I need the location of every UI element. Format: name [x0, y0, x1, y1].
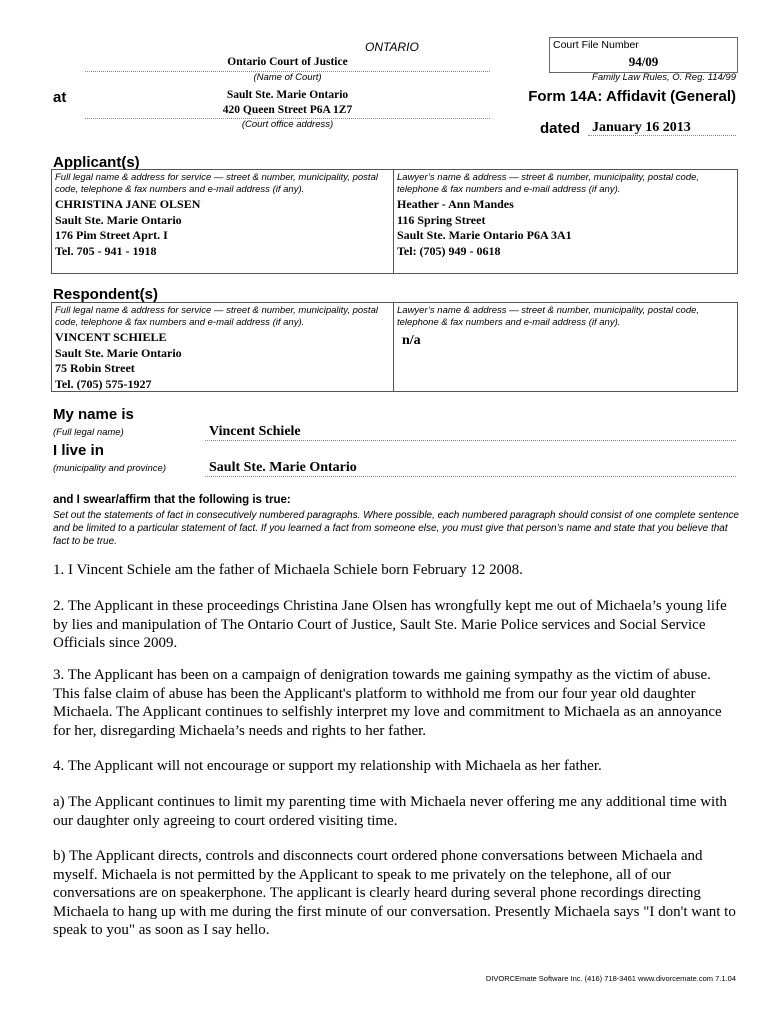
dated-value: January 16 2013	[588, 119, 736, 136]
respondent-line: VINCENT SCHIELE	[55, 330, 167, 344]
court-name: Ontario Court of Justice	[85, 55, 490, 72]
applicant-hint: Full legal name & address for service — street & number, municipality, postal code, telephone & fax numbers and e-mail address (if any).	[55, 172, 378, 195]
affidavit-paragraph-4a: a) The Applicant continues to limit my parenting time with Michaela never offering me any additional time with our daughter only agreeing to court ordered visiting time.	[53, 794, 727, 829]
respondent-line: Sault Ste. Marie Ontario	[55, 345, 182, 360]
court-address-line2: 420 Queen Street P6A 1Z7	[85, 103, 490, 119]
respondent-lawyer-value: n/a	[402, 333, 421, 348]
rules-reference: Family Law Rules, O. Reg. 114/99	[592, 72, 736, 83]
respondent-line: Tel. (705) 575-1927	[55, 376, 152, 391]
footer-publisher: DIVORCEmate Software Inc. (416) 718-3461 www.divorcemate.com 7.1.04	[485, 974, 736, 983]
applicant-lawyer-line: Tel: (705) 949 - 0618	[397, 243, 501, 258]
respondent-lawyer-hint: Lawyer’s name & address — street & number, municipality, postal code, telephone & fax numbers and e-mail address (if any).	[397, 305, 700, 328]
dated-label: dated	[540, 120, 581, 137]
court-name-caption: (Name of Court)	[253, 72, 322, 83]
applicant-line: 176 Pim Street Aprt. I	[55, 228, 168, 242]
court-address-caption: (Court office address)	[241, 119, 334, 130]
deponent-municipality: Sault Ste. Marie Ontario	[205, 459, 736, 477]
respondents-box	[51, 302, 738, 392]
applicant-lawyer-line: Heather - Ann Mandes	[397, 197, 514, 211]
applicant-lawyer-cell	[394, 170, 737, 273]
applicant-lawyer-hint: Lawyer’s name & address — street & number, municipality, postal code, telephone & fax numbers and e-mail address (if any).	[397, 172, 700, 195]
deponent-name: Vincent Schiele	[205, 423, 736, 441]
form-title: Form 14A: Affidavit (General)	[528, 88, 736, 105]
applicant-lawyer-line: 116 Spring Street	[397, 212, 486, 227]
affidavit-paragraph-3: 3. The Applicant has been on a campaign of denigration towards me gaining sympathy as the victim of abuse. This false claim of abuse has been the Applicant's platform to withhold me from our four year old daughter Michaela. The Applicant continues to selfishly interpret my love and commitment to Michaela as an annoyance for her, disregarding Michaela’s needs and rights to her father.	[53, 667, 722, 739]
respondent-lawyer-cell	[394, 303, 737, 391]
applicant-line: Sault Ste. Marie Ontario	[55, 212, 182, 227]
live-in-heading: I live in	[53, 442, 104, 459]
respondent-line: 75 Robin Street	[55, 361, 135, 375]
applicant-lawyer-line: Sault Ste. Marie Ontario P6A 3A1	[397, 228, 572, 242]
applicant-cell	[52, 170, 394, 273]
affidavit-paragraph-4b: b) The Applicant directs, controls and disconnects court ordered phone conversations between Michaela and myself. Michaela is not permitted by the Applicant to speak to me privately on the telephone, all of our conversations are on speakerphone. The applicant is clearly heard during several phone recordings directing Michaela to hang up with me during the first minute of our conversation. Presently Michaela says "I don't want to speak to you" as soon as I say hello.	[53, 848, 736, 938]
applicants-box	[51, 169, 738, 274]
affidavit-paragraph-2: 2. The Applicant in these proceedings Christina Jane Olsen has wrongfully kept me out of Michaela’s young life by lies and manipulation of The Ontario Court of Justice, Sault Ste. Marie Police services and Social Service Officials since 2009.	[53, 598, 727, 651]
applicant-line: CHRISTINA JANE OLSEN	[55, 197, 201, 211]
province-label: ONTARIO	[365, 40, 419, 54]
affidavit-paragraph-1: 1. I Vincent Schiele am the father of Michaela Schiele born February 12 2008.	[53, 562, 523, 578]
court-address-line1: Sault Ste. Marie Ontario	[226, 89, 349, 101]
court-file-label: Court File Number	[553, 39, 639, 51]
affidavit-paragraph-4: 4. The Applicant will not encourage or support my relationship with Michaela as her father.	[53, 758, 602, 774]
my-name-heading: My name is	[53, 406, 134, 423]
municipality-caption: (municipality and province)	[53, 463, 166, 474]
court-file-number: 94/09	[628, 54, 659, 69]
full-name-caption: (Full legal name)	[53, 427, 124, 438]
applicant-line: Tel. 705 - 941 - 1918	[55, 243, 157, 258]
swear-instructions: Set out the statements of fact in consecutively numbered paragraphs. Where possible, each numbered paragraph should consist of one complete sentence and be limited to a particular statement of fact. If you learned a fact from someone else, you must give that person’s name and state that you believe that fact to be true.	[53, 510, 739, 547]
at-label: at	[53, 89, 67, 106]
respondents-heading: Respondent(s)	[53, 286, 158, 303]
applicants-heading: Applicant(s)	[53, 154, 140, 171]
court-file-box	[549, 37, 738, 73]
respondent-hint: Full legal name & address for service — street & number, municipality, postal code, telephone & fax numbers and e-mail address (if any).	[55, 305, 378, 328]
swear-heading: and I swear/affirm that the following is true:	[53, 494, 291, 506]
respondent-cell	[52, 303, 394, 391]
